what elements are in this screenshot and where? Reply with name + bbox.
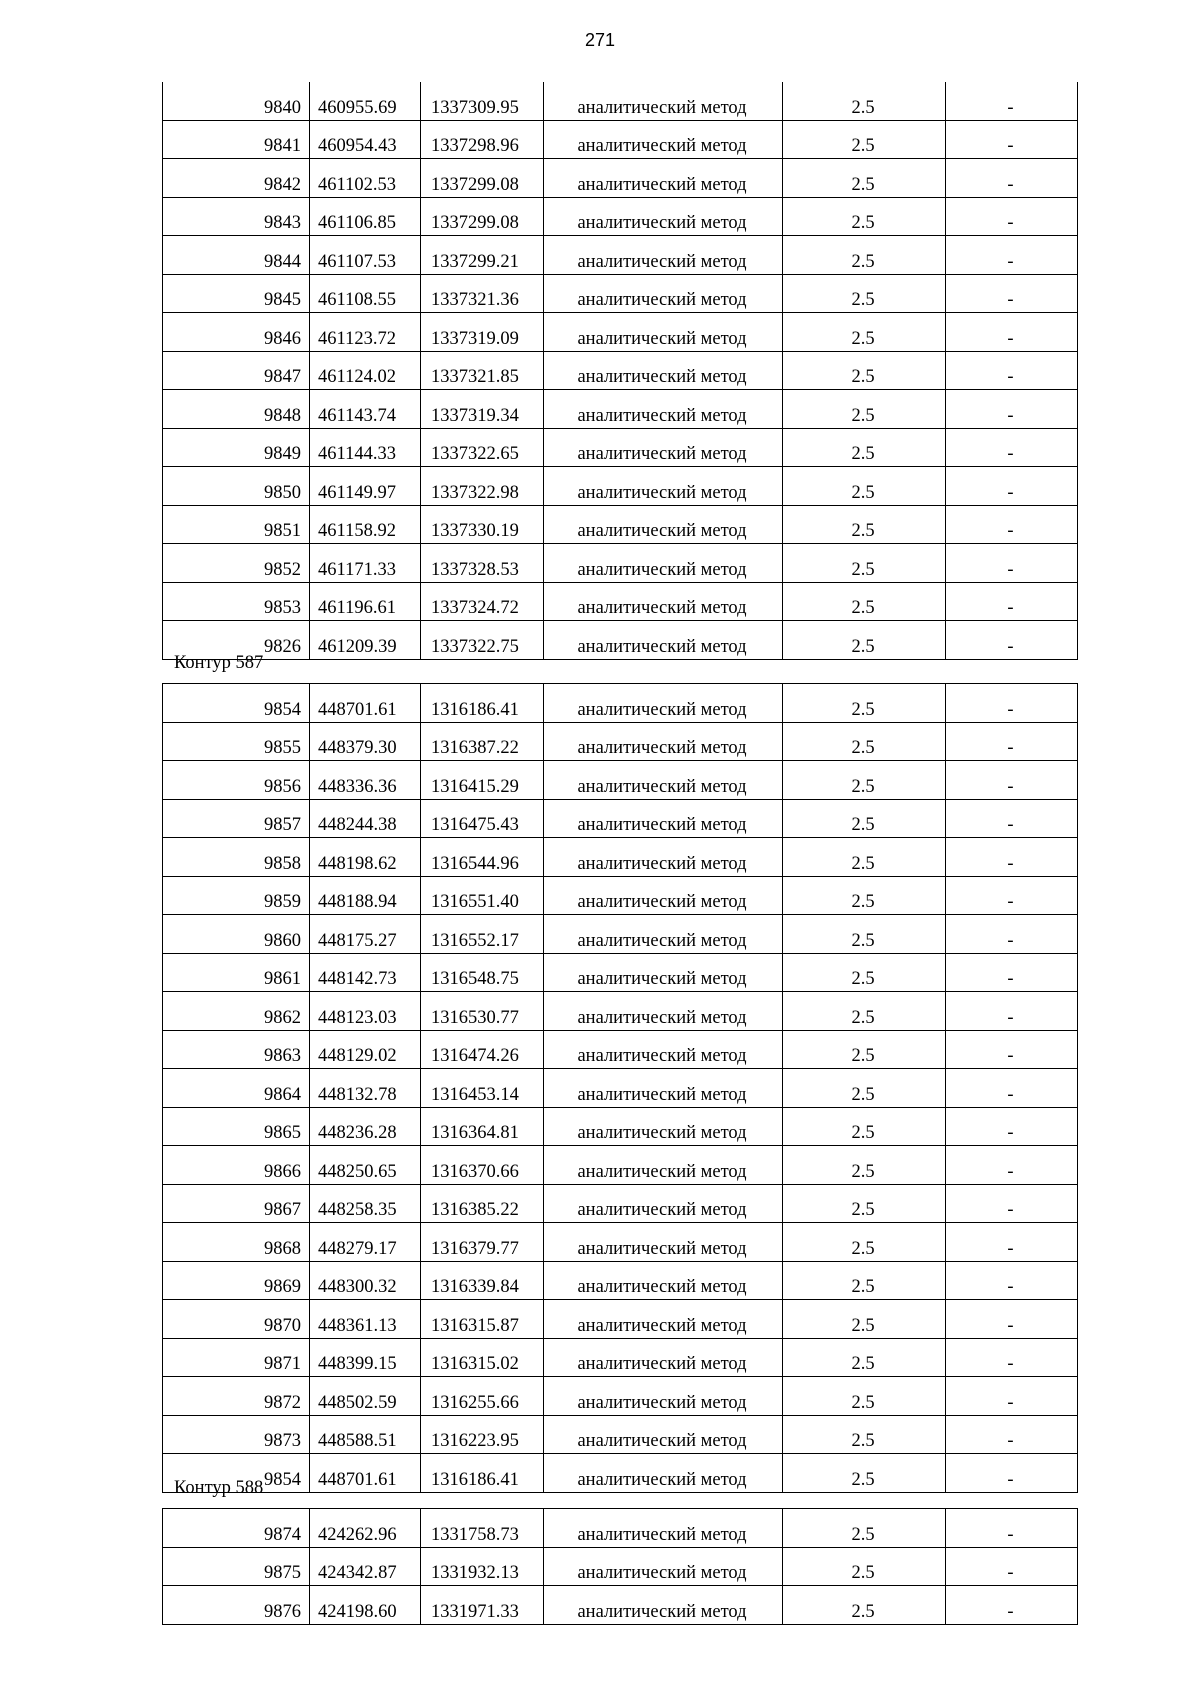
accuracy-cell: 2.5 bbox=[783, 761, 946, 800]
table-body bbox=[163, 1509, 1078, 1625]
x-coordinate-cell: 448361.13 bbox=[310, 1300, 421, 1339]
x-coordinate-cell: 448198.62 bbox=[310, 838, 421, 877]
method-cell: аналитический метод bbox=[544, 1261, 783, 1300]
x-coordinate-cell: 448236.28 bbox=[310, 1107, 421, 1146]
note-cell: - bbox=[946, 467, 1078, 506]
y-coordinate-cell: 1316385.22 bbox=[421, 1184, 544, 1223]
table-row bbox=[163, 197, 1078, 236]
accuracy-cell: 2.5 bbox=[783, 1547, 946, 1586]
table-row bbox=[163, 1223, 1078, 1262]
accuracy-cell: 2.5 bbox=[783, 274, 946, 313]
accuracy-cell: 2.5 bbox=[783, 722, 946, 761]
note-cell: - bbox=[946, 1184, 1078, 1223]
note-cell: - bbox=[946, 992, 1078, 1031]
point-number-cell: 9859 bbox=[163, 876, 310, 915]
x-coordinate-cell: 448502.59 bbox=[310, 1377, 421, 1416]
point-number-cell: 9850 bbox=[163, 467, 310, 506]
table-row bbox=[163, 1146, 1078, 1185]
y-coordinate-cell: 1331758.73 bbox=[421, 1509, 544, 1548]
accuracy-cell: 2.5 bbox=[783, 1069, 946, 1108]
note-cell: - bbox=[946, 761, 1078, 800]
point-number-cell: 9842 bbox=[163, 159, 310, 198]
x-coordinate-cell: 448244.38 bbox=[310, 799, 421, 838]
contour-587-table bbox=[162, 683, 1078, 1493]
y-coordinate-cell: 1337321.36 bbox=[421, 274, 544, 313]
table-row bbox=[163, 544, 1078, 583]
x-coordinate-cell: 424198.60 bbox=[310, 1586, 421, 1625]
point-number-cell: 9841 bbox=[163, 120, 310, 159]
y-coordinate-cell: 1316415.29 bbox=[421, 761, 544, 800]
y-coordinate-cell: 1337299.08 bbox=[421, 159, 544, 198]
method-cell: аналитический метод bbox=[544, 1509, 783, 1548]
point-number-cell: 9855 bbox=[163, 722, 310, 761]
point-number-cell: 9871 bbox=[163, 1338, 310, 1377]
point-number-cell: 9866 bbox=[163, 1146, 310, 1185]
point-number-cell: 9844 bbox=[163, 236, 310, 275]
page-number: 271 bbox=[584, 30, 616, 50]
accuracy-cell: 2.5 bbox=[783, 582, 946, 621]
method-cell: аналитический метод bbox=[544, 467, 783, 506]
method-cell: аналитический метод bbox=[544, 992, 783, 1031]
note-cell: - bbox=[946, 1300, 1078, 1339]
accuracy-cell: 2.5 bbox=[783, 1107, 946, 1146]
x-coordinate-cell: 461143.74 bbox=[310, 390, 421, 429]
point-number-cell: 9867 bbox=[163, 1184, 310, 1223]
point-number-cell: 9874 bbox=[163, 1509, 310, 1548]
note-cell: - bbox=[946, 1415, 1078, 1454]
y-coordinate-cell: 1316552.17 bbox=[421, 915, 544, 954]
y-coordinate-cell: 1337309.95 bbox=[421, 82, 544, 120]
table-row bbox=[163, 761, 1078, 800]
method-cell: аналитический метод bbox=[544, 274, 783, 313]
accuracy-cell: 2.5 bbox=[783, 799, 946, 838]
table-row bbox=[163, 684, 1078, 723]
note-cell: - bbox=[946, 722, 1078, 761]
y-coordinate-cell: 1337328.53 bbox=[421, 544, 544, 583]
x-coordinate-cell: 448123.03 bbox=[310, 992, 421, 1031]
method-cell: аналитический метод bbox=[544, 684, 783, 723]
table-row bbox=[163, 1107, 1078, 1146]
table-row bbox=[163, 1300, 1078, 1339]
accuracy-cell: 2.5 bbox=[783, 82, 946, 120]
accuracy-cell: 2.5 bbox=[783, 838, 946, 877]
x-coordinate-cell: 461102.53 bbox=[310, 159, 421, 198]
contour-588-table bbox=[162, 1508, 1078, 1625]
note-cell: - bbox=[946, 1030, 1078, 1069]
table-row bbox=[163, 1415, 1078, 1454]
table-row bbox=[163, 953, 1078, 992]
point-number-cell: 9854 bbox=[163, 1454, 310, 1493]
accuracy-cell: 2.5 bbox=[783, 197, 946, 236]
method-cell: аналитический метод bbox=[544, 1547, 783, 1586]
point-number-cell: 9851 bbox=[163, 505, 310, 544]
method-cell: аналитический метод bbox=[544, 1300, 783, 1339]
method-cell: аналитический метод bbox=[544, 1184, 783, 1223]
table-row bbox=[163, 915, 1078, 954]
accuracy-cell: 2.5 bbox=[783, 1030, 946, 1069]
method-cell: аналитический метод bbox=[544, 1069, 783, 1108]
accuracy-cell: 2.5 bbox=[783, 1415, 946, 1454]
y-coordinate-cell: 1316315.87 bbox=[421, 1300, 544, 1339]
point-number-cell: 9846 bbox=[163, 313, 310, 352]
note-cell: - bbox=[946, 313, 1078, 352]
point-number-cell: 9865 bbox=[163, 1107, 310, 1146]
x-coordinate-cell: 424342.87 bbox=[310, 1547, 421, 1586]
y-coordinate-cell: 1316548.75 bbox=[421, 953, 544, 992]
x-coordinate-cell: 448399.15 bbox=[310, 1338, 421, 1377]
note-cell: - bbox=[946, 876, 1078, 915]
note-cell: - bbox=[946, 838, 1078, 877]
y-coordinate-cell: 1337330.19 bbox=[421, 505, 544, 544]
point-number-cell: 9857 bbox=[163, 799, 310, 838]
note-cell: - bbox=[946, 915, 1078, 954]
method-cell: аналитический метод bbox=[544, 915, 783, 954]
table-row bbox=[163, 390, 1078, 429]
y-coordinate-cell: 1316364.81 bbox=[421, 1107, 544, 1146]
point-number-cell: 9852 bbox=[163, 544, 310, 583]
x-coordinate-cell: 461124.02 bbox=[310, 351, 421, 390]
table-row bbox=[163, 1547, 1078, 1586]
y-coordinate-cell: 1331971.33 bbox=[421, 1586, 544, 1625]
note-cell: - bbox=[946, 1509, 1078, 1548]
x-coordinate-cell: 448132.78 bbox=[310, 1069, 421, 1108]
table-row bbox=[163, 621, 1078, 660]
x-coordinate-cell: 448701.61 bbox=[310, 684, 421, 723]
note-cell: - bbox=[946, 236, 1078, 275]
point-number-cell: 9860 bbox=[163, 915, 310, 954]
y-coordinate-cell: 1316186.41 bbox=[421, 1454, 544, 1493]
accuracy-cell: 2.5 bbox=[783, 120, 946, 159]
table-row bbox=[163, 1586, 1078, 1625]
y-coordinate-cell: 1337321.85 bbox=[421, 351, 544, 390]
coordinates-table-continued bbox=[162, 82, 1078, 660]
note-cell: - bbox=[946, 582, 1078, 621]
point-number-cell: 9858 bbox=[163, 838, 310, 877]
accuracy-cell: 2.5 bbox=[783, 1509, 946, 1548]
y-coordinate-cell: 1337322.65 bbox=[421, 428, 544, 467]
point-number-cell: 9826 bbox=[163, 621, 310, 660]
point-number-cell: 9873 bbox=[163, 1415, 310, 1454]
point-number-cell: 9849 bbox=[163, 428, 310, 467]
note-cell: - bbox=[946, 351, 1078, 390]
contour-588-label: Контур 588 bbox=[174, 1478, 264, 1498]
x-coordinate-cell: 461196.61 bbox=[310, 582, 421, 621]
x-coordinate-cell: 448129.02 bbox=[310, 1030, 421, 1069]
y-coordinate-cell: 1316379.77 bbox=[421, 1223, 544, 1262]
note-cell: - bbox=[946, 684, 1078, 723]
table-row bbox=[163, 1338, 1078, 1377]
accuracy-cell: 2.5 bbox=[783, 313, 946, 352]
note-cell: - bbox=[946, 505, 1078, 544]
point-number-cell: 9847 bbox=[163, 351, 310, 390]
point-number-cell: 9861 bbox=[163, 953, 310, 992]
table-row bbox=[163, 1030, 1078, 1069]
note-cell: - bbox=[946, 120, 1078, 159]
x-coordinate-cell: 460954.43 bbox=[310, 120, 421, 159]
accuracy-cell: 2.5 bbox=[783, 467, 946, 506]
table-row bbox=[163, 120, 1078, 159]
y-coordinate-cell: 1337299.21 bbox=[421, 236, 544, 275]
accuracy-cell: 2.5 bbox=[783, 1586, 946, 1625]
point-number-cell: 9868 bbox=[163, 1223, 310, 1262]
y-coordinate-cell: 1316551.40 bbox=[421, 876, 544, 915]
y-coordinate-cell: 1337319.09 bbox=[421, 313, 544, 352]
table-row bbox=[163, 1509, 1078, 1548]
note-cell: - bbox=[946, 1223, 1078, 1262]
y-coordinate-cell: 1316475.43 bbox=[421, 799, 544, 838]
accuracy-cell: 2.5 bbox=[783, 621, 946, 660]
y-coordinate-cell: 1316530.77 bbox=[421, 992, 544, 1031]
note-cell: - bbox=[946, 274, 1078, 313]
accuracy-cell: 2.5 bbox=[783, 684, 946, 723]
x-coordinate-cell: 448588.51 bbox=[310, 1415, 421, 1454]
note-cell: - bbox=[946, 390, 1078, 429]
y-coordinate-cell: 1337324.72 bbox=[421, 582, 544, 621]
method-cell: аналитический метод bbox=[544, 1107, 783, 1146]
point-number-cell: 9869 bbox=[163, 1261, 310, 1300]
table-row bbox=[163, 467, 1078, 506]
method-cell: аналитический метод bbox=[544, 761, 783, 800]
note-cell: - bbox=[946, 1454, 1078, 1493]
accuracy-cell: 2.5 bbox=[783, 505, 946, 544]
table-row bbox=[163, 351, 1078, 390]
y-coordinate-cell: 1331932.13 bbox=[421, 1547, 544, 1586]
x-coordinate-cell: 461108.55 bbox=[310, 274, 421, 313]
method-cell: аналитический метод bbox=[544, 82, 783, 120]
point-number-cell: 9856 bbox=[163, 761, 310, 800]
table-body bbox=[163, 82, 1078, 659]
note-cell: - bbox=[946, 1547, 1078, 1586]
method-cell: аналитический метод bbox=[544, 876, 783, 915]
table-row bbox=[163, 313, 1078, 352]
table-row bbox=[163, 159, 1078, 198]
note-cell: - bbox=[946, 1107, 1078, 1146]
y-coordinate-cell: 1337298.96 bbox=[421, 120, 544, 159]
x-coordinate-cell: 448279.17 bbox=[310, 1223, 421, 1262]
x-coordinate-cell: 461149.97 bbox=[310, 467, 421, 506]
table-row bbox=[163, 799, 1078, 838]
note-cell: - bbox=[946, 1146, 1078, 1185]
y-coordinate-cell: 1316223.95 bbox=[421, 1415, 544, 1454]
table-row bbox=[163, 1069, 1078, 1108]
x-coordinate-cell: 461106.85 bbox=[310, 197, 421, 236]
point-number-cell: 9870 bbox=[163, 1300, 310, 1339]
x-coordinate-cell: 448258.35 bbox=[310, 1184, 421, 1223]
method-cell: аналитический метод bbox=[544, 1415, 783, 1454]
y-coordinate-cell: 1337322.98 bbox=[421, 467, 544, 506]
table-row bbox=[163, 1454, 1078, 1493]
x-coordinate-cell: 448336.36 bbox=[310, 761, 421, 800]
method-cell: аналитический метод bbox=[544, 838, 783, 877]
x-coordinate-cell: 461144.33 bbox=[310, 428, 421, 467]
method-cell: аналитический метод bbox=[544, 351, 783, 390]
accuracy-cell: 2.5 bbox=[783, 351, 946, 390]
table-row bbox=[163, 82, 1078, 120]
x-coordinate-cell: 461209.39 bbox=[310, 621, 421, 660]
y-coordinate-cell: 1337319.34 bbox=[421, 390, 544, 429]
method-cell: аналитический метод bbox=[544, 390, 783, 429]
note-cell: - bbox=[946, 953, 1078, 992]
x-coordinate-cell: 461158.92 bbox=[310, 505, 421, 544]
method-cell: аналитический метод bbox=[544, 1223, 783, 1262]
point-number-cell: 9863 bbox=[163, 1030, 310, 1069]
method-cell: аналитический метод bbox=[544, 120, 783, 159]
method-cell: аналитический метод bbox=[544, 197, 783, 236]
method-cell: аналитический метод bbox=[544, 313, 783, 352]
x-coordinate-cell: 448300.32 bbox=[310, 1261, 421, 1300]
method-cell: аналитический метод bbox=[544, 236, 783, 275]
table-row bbox=[163, 428, 1078, 467]
x-coordinate-cell: 448701.61 bbox=[310, 1454, 421, 1493]
table-body bbox=[163, 684, 1078, 1493]
table-row bbox=[163, 876, 1078, 915]
table-row bbox=[163, 838, 1078, 877]
x-coordinate-cell: 461107.53 bbox=[310, 236, 421, 275]
point-number-cell: 9848 bbox=[163, 390, 310, 429]
accuracy-cell: 2.5 bbox=[783, 390, 946, 429]
point-number-cell: 9840 bbox=[163, 82, 310, 120]
note-cell: - bbox=[946, 1377, 1078, 1416]
table-row bbox=[163, 236, 1078, 275]
accuracy-cell: 2.5 bbox=[783, 1261, 946, 1300]
x-coordinate-cell: 461171.33 bbox=[310, 544, 421, 583]
accuracy-cell: 2.5 bbox=[783, 1223, 946, 1262]
table-row bbox=[163, 505, 1078, 544]
table-row bbox=[163, 992, 1078, 1031]
y-coordinate-cell: 1337322.75 bbox=[421, 621, 544, 660]
method-cell: аналитический метод bbox=[544, 953, 783, 992]
y-coordinate-cell: 1316387.22 bbox=[421, 722, 544, 761]
contour-587-label: Контур 587 bbox=[174, 653, 264, 673]
y-coordinate-cell: 1316474.26 bbox=[421, 1030, 544, 1069]
method-cell: аналитический метод bbox=[544, 799, 783, 838]
accuracy-cell: 2.5 bbox=[783, 1300, 946, 1339]
point-number-cell: 9876 bbox=[163, 1586, 310, 1625]
note-cell: - bbox=[946, 159, 1078, 198]
note-cell: - bbox=[946, 1069, 1078, 1108]
table-row bbox=[163, 582, 1078, 621]
accuracy-cell: 2.5 bbox=[783, 1146, 946, 1185]
note-cell: - bbox=[946, 197, 1078, 236]
method-cell: аналитический метод bbox=[544, 159, 783, 198]
accuracy-cell: 2.5 bbox=[783, 1338, 946, 1377]
y-coordinate-cell: 1337299.08 bbox=[421, 197, 544, 236]
point-number-cell: 9872 bbox=[163, 1377, 310, 1416]
method-cell: аналитический метод bbox=[544, 544, 783, 583]
accuracy-cell: 2.5 bbox=[783, 428, 946, 467]
accuracy-cell: 2.5 bbox=[783, 953, 946, 992]
note-cell: - bbox=[946, 428, 1078, 467]
table-row bbox=[163, 1261, 1078, 1300]
method-cell: аналитический метод bbox=[544, 582, 783, 621]
y-coordinate-cell: 1316339.84 bbox=[421, 1261, 544, 1300]
method-cell: аналитический метод bbox=[544, 505, 783, 544]
x-coordinate-cell: 448142.73 bbox=[310, 953, 421, 992]
y-coordinate-cell: 1316370.66 bbox=[421, 1146, 544, 1185]
point-number-cell: 9875 bbox=[163, 1547, 310, 1586]
note-cell: - bbox=[946, 799, 1078, 838]
point-number-cell: 9845 bbox=[163, 274, 310, 313]
accuracy-cell: 2.5 bbox=[783, 1184, 946, 1223]
point-number-cell: 9864 bbox=[163, 1069, 310, 1108]
table-row bbox=[163, 722, 1078, 761]
method-cell: аналитический метод bbox=[544, 1377, 783, 1416]
x-coordinate-cell: 448175.27 bbox=[310, 915, 421, 954]
note-cell: - bbox=[946, 1261, 1078, 1300]
table-row bbox=[163, 274, 1078, 313]
table-row bbox=[163, 1377, 1078, 1416]
y-coordinate-cell: 1316186.41 bbox=[421, 684, 544, 723]
note-cell: - bbox=[946, 544, 1078, 583]
accuracy-cell: 2.5 bbox=[783, 992, 946, 1031]
accuracy-cell: 2.5 bbox=[783, 1377, 946, 1416]
note-cell: - bbox=[946, 82, 1078, 120]
x-coordinate-cell: 448379.30 bbox=[310, 722, 421, 761]
point-number-cell: 9853 bbox=[163, 582, 310, 621]
y-coordinate-cell: 1316315.02 bbox=[421, 1338, 544, 1377]
note-cell: - bbox=[946, 1586, 1078, 1625]
y-coordinate-cell: 1316453.14 bbox=[421, 1069, 544, 1108]
method-cell: аналитический метод bbox=[544, 428, 783, 467]
note-cell: - bbox=[946, 621, 1078, 660]
y-coordinate-cell: 1316544.96 bbox=[421, 838, 544, 877]
accuracy-cell: 2.5 bbox=[783, 236, 946, 275]
method-cell: аналитический метод bbox=[544, 1454, 783, 1493]
method-cell: аналитический метод bbox=[544, 722, 783, 761]
note-cell: - bbox=[946, 1338, 1078, 1377]
x-coordinate-cell: 448250.65 bbox=[310, 1146, 421, 1185]
y-coordinate-cell: 1316255.66 bbox=[421, 1377, 544, 1416]
method-cell: аналитический метод bbox=[544, 1030, 783, 1069]
accuracy-cell: 2.5 bbox=[783, 1454, 946, 1493]
method-cell: аналитический метод bbox=[544, 1338, 783, 1377]
x-coordinate-cell: 424262.96 bbox=[310, 1509, 421, 1548]
accuracy-cell: 2.5 bbox=[783, 159, 946, 198]
accuracy-cell: 2.5 bbox=[783, 544, 946, 583]
x-coordinate-cell: 448188.94 bbox=[310, 876, 421, 915]
method-cell: аналитический метод bbox=[544, 1586, 783, 1625]
point-number-cell: 9854 bbox=[163, 684, 310, 723]
x-coordinate-cell: 461123.72 bbox=[310, 313, 421, 352]
point-number-cell: 9862 bbox=[163, 992, 310, 1031]
table-row bbox=[163, 1184, 1078, 1223]
point-number-cell: 9843 bbox=[163, 197, 310, 236]
accuracy-cell: 2.5 bbox=[783, 915, 946, 954]
accuracy-cell: 2.5 bbox=[783, 876, 946, 915]
method-cell: аналитический метод bbox=[544, 621, 783, 660]
x-coordinate-cell: 460955.69 bbox=[310, 82, 421, 120]
method-cell: аналитический метод bbox=[544, 1146, 783, 1185]
